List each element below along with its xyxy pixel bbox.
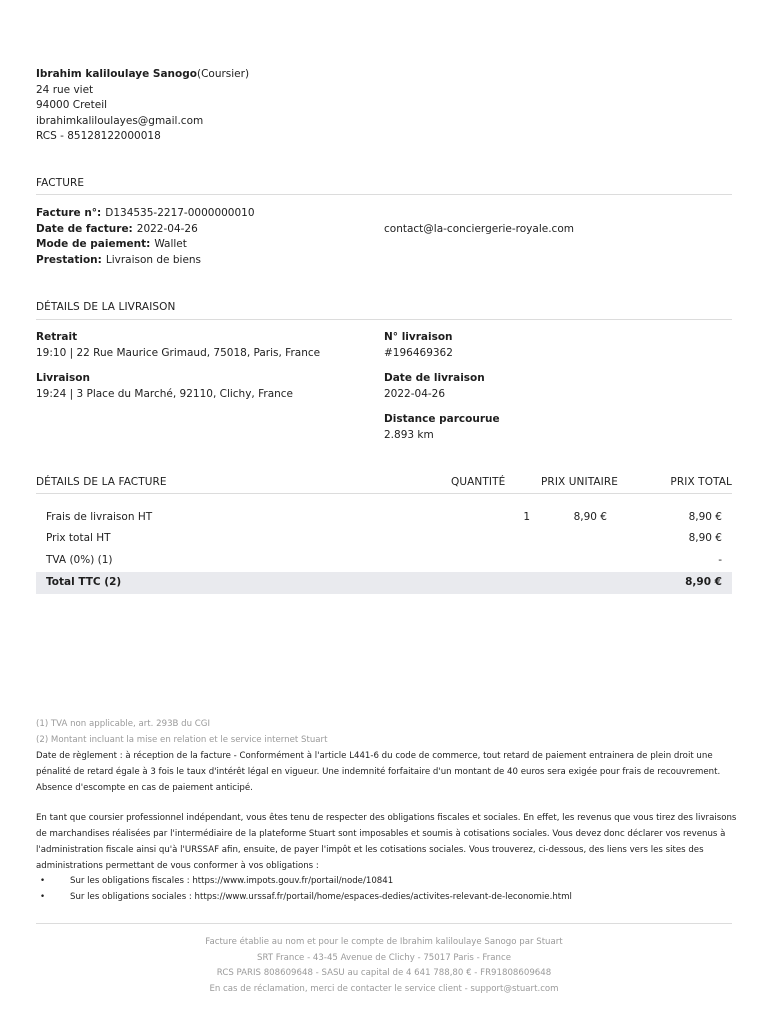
billing-section-title: DÉTAILS DE LA FACTURE xyxy=(36,476,167,488)
payment-terms-line: pénalité de retard égale à 3 fois le taux d'intérêt légal en vigueur. Une indemnité forfaitaire d'un montant de 40 euros sera exigée pour frais de recouvrement. xyxy=(36,767,721,777)
list-item xyxy=(40,892,572,902)
service-value: Livraison de biens xyxy=(105,253,202,266)
pickup-value: 19:10 | 22 Rue Maurice Grimaud, 75018, Paris, France xyxy=(36,346,321,359)
table-row xyxy=(36,550,732,572)
dropoff-value: 19:24 | 3 Place du Marché, 92110, Clichy, France xyxy=(36,387,294,400)
dropoff-label: Livraison xyxy=(36,372,90,384)
row-total-price: - xyxy=(718,554,722,566)
delivery-section-title: DÉTAILS DE LA LIVRAISON xyxy=(36,301,176,313)
sender-address1: 24 rue viet xyxy=(36,83,94,96)
payment-method-label: Mode de paiement: xyxy=(36,238,151,250)
invoice-date-field xyxy=(36,222,255,238)
bullet-icon: • xyxy=(40,892,46,902)
billing-divider xyxy=(36,493,732,494)
delivery-divider xyxy=(36,319,732,320)
payment-terms xyxy=(36,748,720,796)
service-field xyxy=(36,253,255,269)
delivery-number-block xyxy=(384,330,453,361)
payment-method-field xyxy=(36,237,255,253)
footer-line: SRT France - 43-45 Avenue de Clichy - 75017 Paris - France xyxy=(256,952,512,963)
row-label: Frais de livraison HT xyxy=(46,511,153,523)
pickup-label: Retrait xyxy=(36,331,78,343)
client-email: contact@la-conciergerie-royale.com xyxy=(384,223,574,235)
invoice-number-value: D134535-2217-0000000010 xyxy=(105,207,255,219)
footer-line: En cas de réclamation, merci de contacter le service client - support@stuart.com xyxy=(209,983,559,994)
col-total-price: PRIX TOTAL xyxy=(670,476,732,488)
row-quantity: 1 xyxy=(523,511,530,523)
sender-name-line xyxy=(36,67,249,83)
dropoff-block xyxy=(36,371,293,402)
row-label: TVA (0%) (1) xyxy=(46,554,113,566)
footer xyxy=(36,935,732,997)
row-label: Prix total HT xyxy=(46,532,111,544)
invoice-number-label: Facture n°: xyxy=(36,207,102,219)
sender-rcs: RCS - 85128122000018 xyxy=(36,130,161,142)
obligations-line: En tant que coursier professionnel indépendant, vous êtes tenu de respecter des obligations fiscales et sociales. En effet, les revenus que vous tirez des livraisons xyxy=(36,813,737,823)
pickup-block xyxy=(36,330,320,361)
sender-block xyxy=(36,67,249,145)
delivery-number-value: #196469362 xyxy=(384,346,453,359)
footnote-1: (1) TVA non applicable, art. 293B du CGI xyxy=(36,719,211,729)
table-row xyxy=(36,507,732,529)
sender-email: ibrahimkaliloulayes@gmail.com xyxy=(36,114,204,127)
payment-method-value: Wallet xyxy=(154,238,187,250)
invoice-section-title: FACTURE xyxy=(36,177,85,189)
distance-value: 2.893 km xyxy=(384,428,434,441)
delivery-number-label: N° livraison xyxy=(384,331,453,343)
delivery-date-block xyxy=(384,371,485,402)
obligations-paragraph xyxy=(36,810,736,874)
bullet-text: Sur les obligations sociales : https://www.urssaf.fr/portail/home/espaces-dedies/activites-relevant-de-leconomie.html xyxy=(70,892,572,902)
sender-address2: 94000 Creteil xyxy=(36,99,108,111)
row-total-price: 8,90 € xyxy=(688,511,722,523)
total-value: 8,90 € xyxy=(685,576,722,588)
obligations-line: de marchandises réalisées par l'intermédiaire de la plateforme Stuart sont imposables et soumis à cotisations sociales. Vous devez donc déclarer vos revenus à xyxy=(36,829,726,839)
list-item xyxy=(40,876,393,886)
invoice-divider xyxy=(36,194,732,195)
footnote-2: (2) Montant incluant la mise en relation et le service internet Stuart xyxy=(36,735,328,745)
invoice-number-field xyxy=(36,206,255,222)
obligations-line: l'administration fiscale ainsi qu'à l'URSSAF afin, ensuite, de payer l'impôt et les cotisations sociales. Vous trouverez, ci-dessous, des liens vers les sites des xyxy=(36,845,704,855)
delivery-date-label: Date de livraison xyxy=(384,372,485,384)
col-unit-price: PRIX UNITAIRE xyxy=(541,476,618,488)
footer-divider xyxy=(36,923,732,924)
total-row xyxy=(36,572,732,594)
row-unit-price: 8,90 € xyxy=(573,511,607,523)
distance-label: Distance parcourue xyxy=(384,413,500,425)
obligations-line: administrations permettant de vous conformer à vos obligations : xyxy=(36,861,319,871)
delivery-date-value: 2022-04-26 xyxy=(384,387,446,400)
footer-line: Facture établie au nom et pour le compte de Ibrahim kaliloulaye Sanogo par Stuart xyxy=(205,937,563,947)
invoice-date-label: Date de facture: xyxy=(36,222,133,235)
col-quantity: QUANTITÉ xyxy=(451,476,506,488)
payment-terms-line: Date de règlement : à réception de la facture - Conformément à l'article L441-6 du code de commerce, tout retard de paiement entrainera de plein droit une xyxy=(36,751,713,761)
invoice-fields xyxy=(36,206,255,268)
payment-terms-line: Absence d'escompte en cas de paiement anticipé. xyxy=(36,783,253,793)
service-label: Prestation: xyxy=(36,253,102,266)
bullet-text: Sur les obligations fiscales : https://www.impots.gouv.fr/portail/node/10841 xyxy=(70,876,394,886)
sender-name: Ibrahim kaliloulaye Sanogo xyxy=(36,68,197,80)
invoice-date-value: 2022-04-26 xyxy=(136,222,198,235)
sender-role: (Coursier) xyxy=(196,68,250,80)
distance-block xyxy=(384,412,500,443)
bullet-icon: • xyxy=(40,876,46,886)
footer-line: RCS PARIS 808609648 - SASU au capital de 4 641 788,80 € - FR91808609648 xyxy=(216,968,552,978)
row-total-price: 8,90 € xyxy=(688,532,722,544)
table-row xyxy=(36,528,732,550)
total-label: Total TTC (2) xyxy=(46,576,122,588)
